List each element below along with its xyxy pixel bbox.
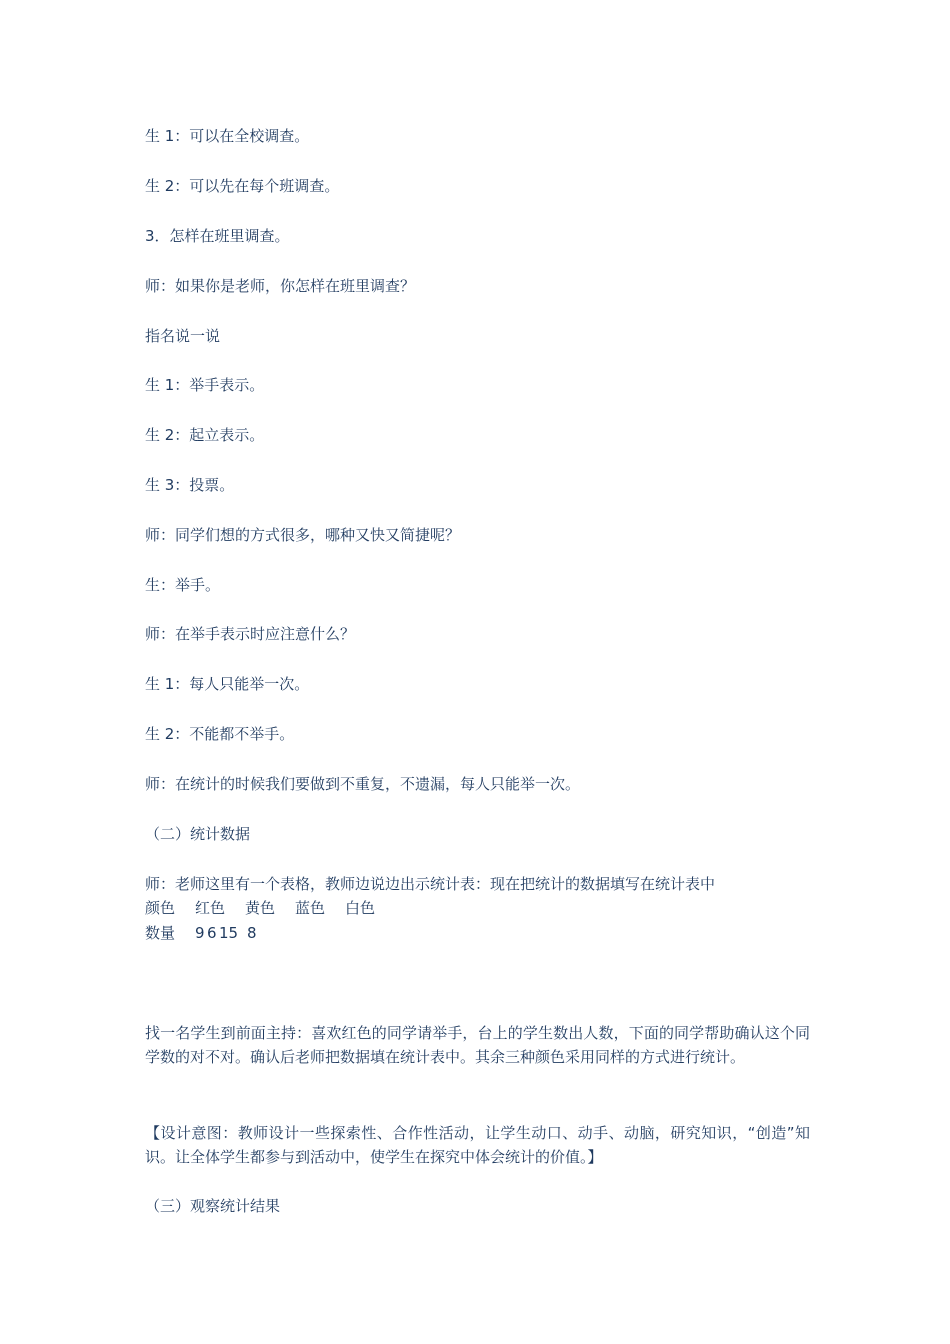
text-line: 师：如果你是老师，你怎样在班里调查？ [145, 277, 416, 295]
design-intent-paragraph: 【设计意图：教师设计一些探索性、合作性活动，让学生动口、动手、动脑，研究知识，“创造”知识。让全体学生都参与到活动中，使学生在探究中体会统计的价值。】 [145, 1124, 810, 1166]
table-cell: 蓝色 [295, 899, 326, 917]
text-line: 师：同学们想的方式很多，哪种又快又简捷呢？ [145, 526, 461, 544]
table-cell: 15 [219, 924, 239, 942]
text-line: 生 3：投票。 [145, 476, 235, 494]
section-heading: （二）统计数据 [145, 825, 251, 843]
table-cell: 6 [207, 924, 217, 942]
text-line: 师：在统计的时候我们要做到不重复，不遗漏，每人只能举一次。 [145, 775, 581, 793]
text-line: 生 1：可以在全校调查。 [145, 127, 310, 145]
host-paragraph: 找一名学生到前面主持：喜欢红色的同学请举手，台上的学生数出人数，下面的同学帮助确认这个同学数的对不对。确认后老师把数据填在统计表中。其余三种颜色采用同样的方式进行统计。 [145, 1024, 810, 1066]
stats-table-header [145, 898, 395, 918]
text-line: 生 2：起立表示。 [145, 426, 265, 444]
text-line: 师：在举手表示时应注意什么？ [145, 625, 356, 643]
table-cell: 颜色 [145, 899, 176, 917]
table-cell: 白色 [345, 899, 376, 917]
text-line: 生 2：不能都不举手。 [145, 725, 295, 743]
text-line: 生 1：举手表示。 [145, 376, 265, 394]
table-cell: 红色 [195, 899, 226, 917]
table-cell: 8 [247, 924, 257, 942]
stats-table-row [145, 923, 267, 943]
section-heading: （三）观察统计结果 [145, 1197, 281, 1215]
text-line: 师：老师这里有一个表格，教师边说边出示统计表：现在把统计的数据填写在统计表中 [145, 875, 716, 893]
text-line: 3．怎样在班里调查。 [145, 227, 290, 245]
text-line: 生：举手。 [145, 576, 221, 594]
table-cell: 黄色 [245, 899, 276, 917]
text-line: 指名说一说 [145, 327, 221, 345]
text-line: 生 2：可以先在每个班调查。 [145, 177, 340, 195]
table-cell: 数量 [145, 924, 176, 942]
text-line: 生 1：每人只能举一次。 [145, 675, 310, 693]
table-cell: 9 [195, 924, 205, 942]
